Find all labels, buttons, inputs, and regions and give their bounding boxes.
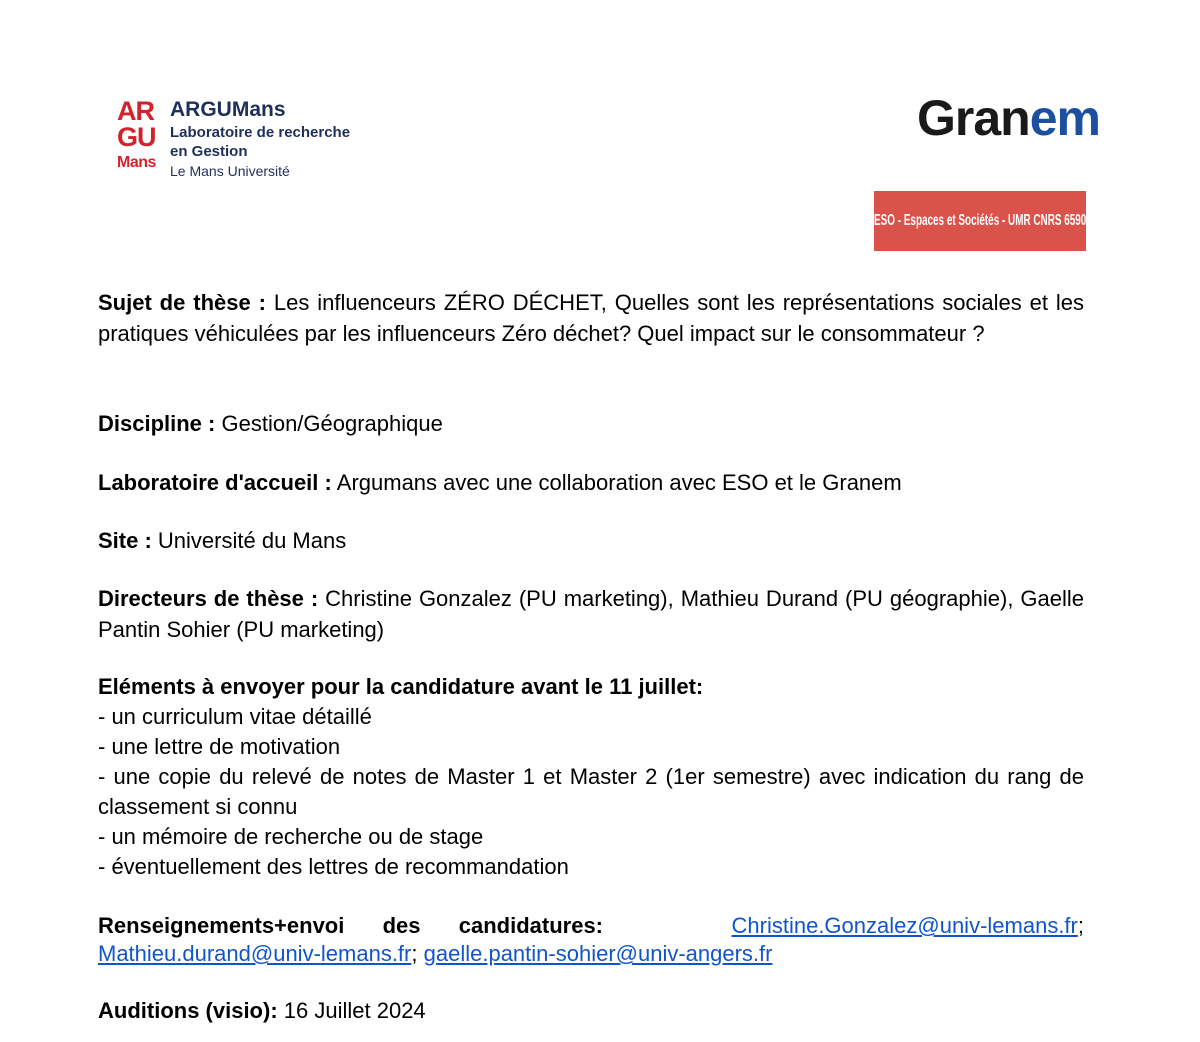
discipline-paragraph bbox=[98, 408, 1084, 439]
elements-item: - une copie du relevé de notes de Master 1 et Master 2 (1er semestre) avec indication du rang de classement si connu bbox=[98, 764, 1084, 819]
elements-item: - un curriculum vitae détaillé bbox=[98, 704, 372, 729]
argumans-logo bbox=[117, 97, 417, 181]
eso-logo-banner bbox=[874, 191, 1086, 251]
elements-section bbox=[98, 672, 1084, 882]
lab-text: Argumans avec une collaboration avec ESO et le Granem bbox=[336, 470, 902, 495]
directors-text: Christine Gonzalez (PU marketing), Mathieu Durand (PU géographie), Gaelle Pantin Sohier (PU marketing) bbox=[98, 586, 1084, 642]
argumans-line-1: Laboratoire de recherche bbox=[170, 124, 351, 141]
argumans-mark-line-2: GU bbox=[117, 122, 156, 152]
elements-label: Eléments à envoyer pour la candidature avant le 11 juillet: bbox=[98, 674, 704, 699]
site-text: Université du Mans bbox=[157, 528, 347, 553]
audition-text: 16 Juillet 2024 bbox=[283, 998, 426, 1023]
lab-label: Laboratoire d'accueil : bbox=[98, 470, 332, 495]
discipline-label: Discipline : bbox=[98, 411, 216, 436]
eso-banner-text: ESO - Espaces et Sociétés - UMR CNRS 6590 bbox=[873, 212, 1087, 229]
subject-paragraph bbox=[98, 287, 1084, 349]
subject-text: Les influenceurs ZÉRO DÉCHET, Quelles sont les représentations sociales et les pratiques véhiculées par les influenceurs Zéro déchet? Quel impact sur le consommateur ? bbox=[98, 290, 1084, 346]
argumans-mark-line-1: AR bbox=[117, 96, 154, 126]
email-link-pantin-sohier[interactable]: gaelle.pantin-sohier@univ-angers.fr bbox=[423, 941, 773, 966]
argumans-mark bbox=[117, 96, 157, 175]
contact-label: Renseignements+envoi des candidatures: bbox=[98, 913, 604, 938]
directors-paragraph bbox=[98, 583, 1084, 645]
granem-text-main: Gran bbox=[917, 90, 1030, 146]
subject-label: Sujet de thèse : bbox=[98, 290, 266, 315]
site-label: Site : bbox=[98, 528, 152, 553]
argumans-mark-line-3: Mans bbox=[117, 154, 156, 171]
lab-paragraph bbox=[98, 467, 1084, 498]
directors-label: Directeurs de thèse : bbox=[98, 586, 319, 611]
elements-item: - un mémoire de recherche ou de stage bbox=[98, 824, 484, 849]
discipline-text: Gestion/Géographique bbox=[221, 411, 443, 436]
argumans-name: ARGUMans bbox=[170, 98, 286, 121]
audition-paragraph bbox=[98, 995, 1084, 1026]
granem-text-accent: em bbox=[1029, 90, 1100, 146]
argumans-line-2: en Gestion bbox=[170, 143, 248, 160]
site-paragraph bbox=[98, 525, 1084, 556]
email-separator: ; bbox=[1077, 913, 1084, 938]
elements-item: - éventuellement des lettres de recommandation bbox=[98, 854, 569, 879]
granem-logo bbox=[917, 88, 1100, 158]
granem-wordmark bbox=[917, 88, 1100, 148]
audition-label: Auditions (visio): bbox=[98, 998, 278, 1023]
argumans-text bbox=[170, 97, 350, 181]
argumans-university: Le Mans Université bbox=[170, 163, 290, 179]
elements-item: - une lettre de motivation bbox=[98, 734, 341, 759]
email-link-gonzalez[interactable]: Christine.Gonzalez@univ-lemans.fr bbox=[731, 913, 1078, 938]
email-separator: ; bbox=[411, 941, 418, 966]
contact-paragraph bbox=[98, 912, 1084, 968]
email-link-durand[interactable]: Mathieu.durand@univ-lemans.fr bbox=[98, 941, 412, 966]
